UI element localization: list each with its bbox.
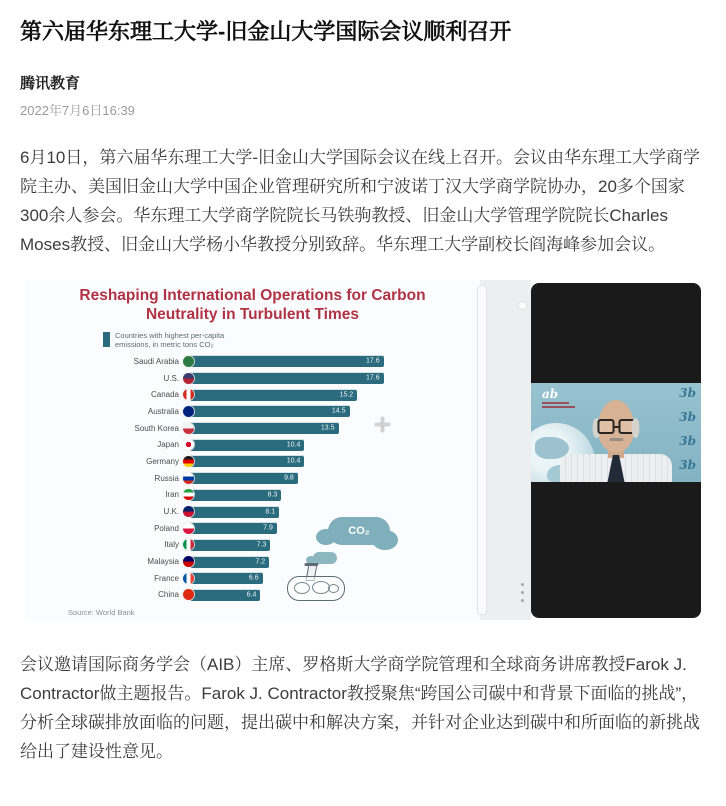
bar-row [93,403,480,420]
bar [190,539,270,551]
glasses-icon [597,419,635,434]
slide-title [25,286,480,324]
bar-row [93,503,480,520]
legend-swatch-icon [103,332,110,347]
australia-flag-icon [183,406,194,417]
slide-title-line1: Reshaping International Operations for Carbon [79,287,426,304]
country-label: France [154,573,179,583]
country-label: U.K. [163,507,179,517]
bar [190,572,263,584]
aib-watermark-icon: 3b [679,410,696,424]
country-label: Saudi Arabia [133,356,179,366]
country-label: Canada [150,390,179,400]
chart-source-note: Source: World Bank [68,608,135,618]
slide-area [25,280,480,620]
bar-row [93,487,480,504]
germany-flag-icon [183,456,194,467]
bar-value: 10.4 [286,457,301,465]
country-label: South Korea [134,423,179,433]
aib-watermark-column [679,386,696,472]
panel-divider [480,280,531,620]
bar-value: 15.2 [339,391,354,399]
bar [190,556,269,568]
bar [190,455,304,467]
move-cursor-icon [375,417,390,432]
bar [190,506,279,518]
source-name[interactable]: 腾讯教育 [20,75,81,92]
speaker-webcam [531,383,701,482]
country-label: Japan [157,440,179,450]
bar [190,522,277,534]
bar [190,489,281,501]
russia-flag-icon [183,473,194,484]
publish-date: 2022年7月6日16:39 [20,103,135,118]
france-flag-icon [183,573,194,584]
country-label: China [158,590,179,600]
bar-row [93,420,480,437]
bar-value: 17.6 [365,374,380,382]
bar-row [93,520,480,537]
bar-row [93,470,480,487]
bar-value: 7.9 [263,524,273,532]
factory-sketch-icon [287,563,347,601]
aib-watermark-icon: 3b [679,434,696,448]
legend-text [115,331,224,349]
us-flag-icon [183,373,194,384]
article-paragraph-2: 会议邀请国际商务学会（AIB）主席、罗格斯大学商学院管理和全球商务讲席教授Farok J. Contractor做主题报告。Farok J. Contractor教授聚焦“跨国公司碳中和背景下面临的挑战”，分析全球碳排放面临的问题，提出碳中和解决方案，并针对企业达到碳中和所面临的新挑战给出了建设性意见。 [20,655,700,761]
bar-row [93,436,480,453]
bar [190,355,384,367]
speaker-person [556,400,676,482]
bar-row [93,353,480,370]
country-label: Germany [146,456,179,466]
country-label: Iran [165,490,179,500]
bar-value: 6.6 [248,574,259,582]
bar [190,405,350,417]
bar [190,472,298,484]
saudiarabia-flag-icon [183,356,194,367]
bar [190,372,384,384]
uk-flag-icon [183,506,194,517]
bar [190,389,357,401]
country-label: U.S. [163,373,179,383]
southkorea-flag-icon [183,423,194,434]
bar-value: 8.3 [267,491,278,499]
aib-logo-glyph: ab [542,387,559,401]
bar-row [93,453,480,470]
scrollbar [477,285,487,615]
bar [190,422,339,434]
bar-value: 6.4 [246,591,257,599]
aib-watermark-icon: 3b [679,458,696,472]
bar [190,439,304,451]
article-title: 第六届华东理工大学-旧金山大学国际会议顺利召开 [20,19,512,44]
co2-cloud-label: CO₂ [348,525,370,537]
bar-row [93,537,480,554]
bar-row [93,370,480,387]
bar-value: 7.2 [255,558,266,566]
poland-flag-icon [183,523,194,534]
aib-watermark-icon: 3b [679,386,696,400]
bar [190,589,260,601]
conference-screenshot-image[interactable] [20,280,702,620]
article-paragraph-1: 6月10日，第六届华东理工大学-旧金山大学国际会议在线上召开。会议由华东理工大学商学院主办、美国旧金山大学中国企业管理研究所和宁波诺丁汉大学商学院协办，20多个国家300余人参会。华东理工大学商学院院长马铁驹教授、旧金山大学管理学院院长Charles Moses教授、旧金山大学杨小华教授分别致辞。华东理工大学副校长阎海峰参加会议。 [20,148,701,254]
legend-line2: emissions, in metric tons CO₂ [115,340,214,349]
co2-cloud-icon [328,517,390,545]
bar-value: 7.3 [256,541,267,549]
chart-legend [103,331,480,349]
bar-row [93,386,480,403]
legend-line1: Countries with highest per-capita [115,331,225,340]
country-label: Russia [154,473,179,483]
slide-title-line2: Neutrality in Turbulent Times [145,306,359,323]
speaker-head [598,400,635,452]
bar-value: 17.6 [365,357,380,365]
country-label: Australia [147,406,179,416]
speaker-video-panel [531,283,701,618]
divider-dot [519,302,526,309]
bar-value: 13.5 [320,424,335,432]
bar-value: 14.5 [331,407,346,415]
factory-body-icon [287,576,345,601]
bar-value: 8.1 [265,508,276,516]
bar-value: 9.8 [284,474,294,482]
country-label: Italy [164,540,179,550]
speaker-mustache [609,438,623,441]
bar-value: 10.4 [286,441,301,449]
country-label: Poland [154,523,179,533]
country-label: Malaysia [147,557,179,567]
drag-handle-dots-icon [521,583,524,602]
